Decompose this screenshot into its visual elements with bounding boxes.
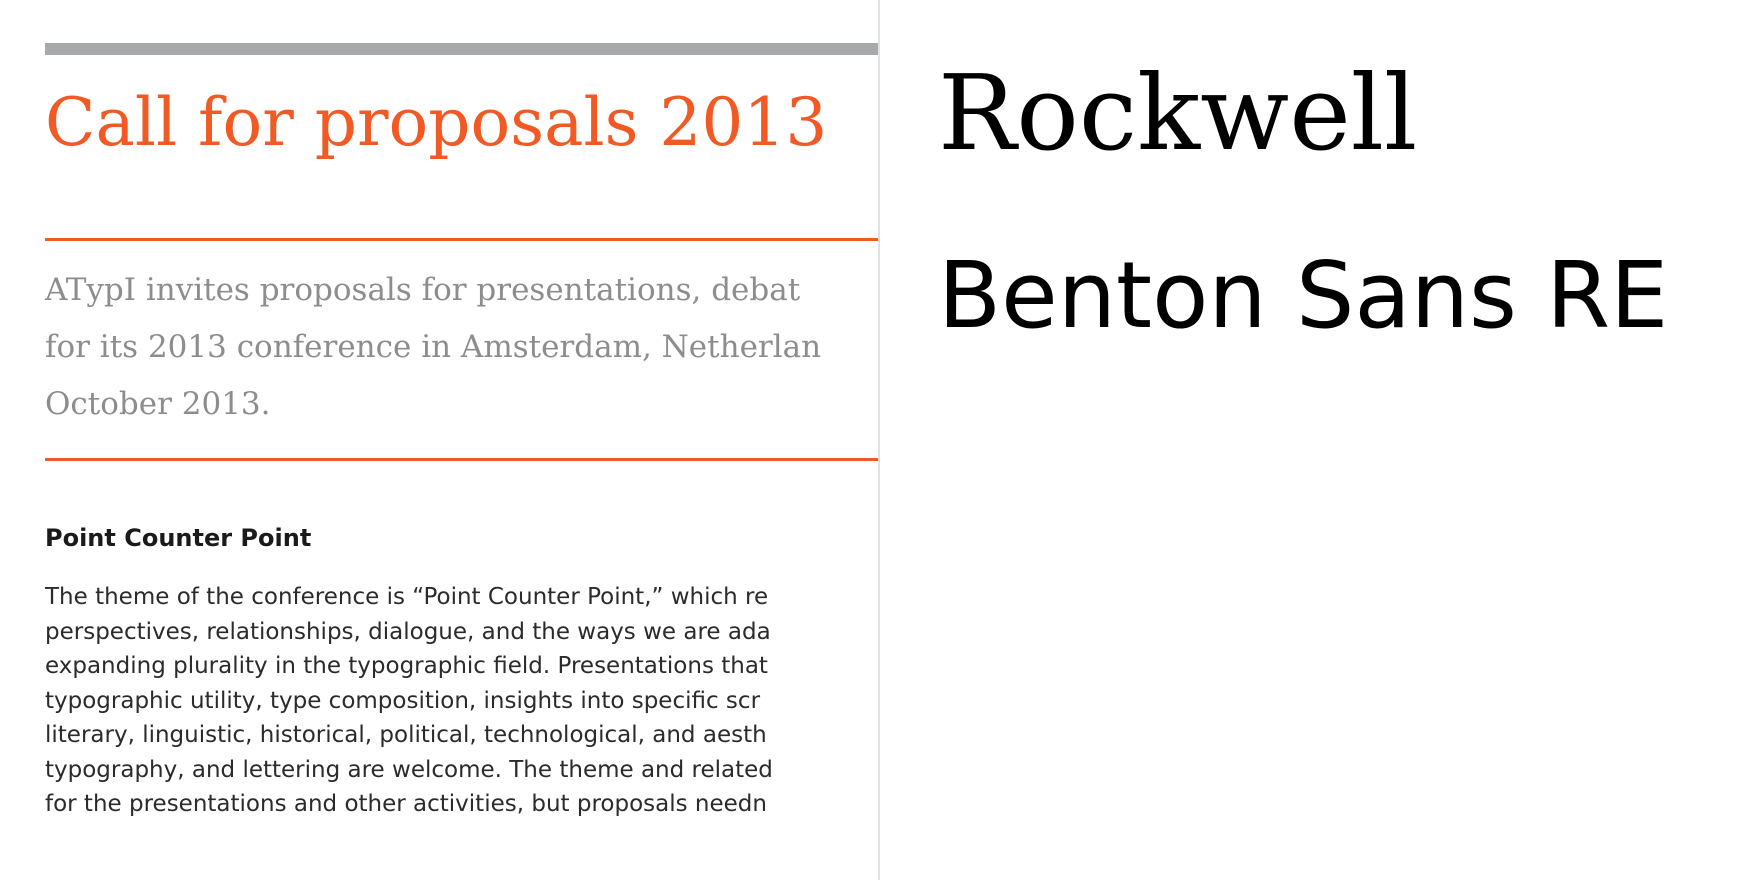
orange-divider-top	[45, 238, 880, 241]
document-title: Call for proposals 2013	[45, 84, 828, 161]
body-line: expanding plurality in the typographic field. Presentations that	[45, 653, 768, 679]
section-heading: Point Counter Point	[45, 524, 312, 552]
body-line: perspectives, relationships, dialogue, and the ways we are ada	[45, 618, 771, 645]
body-line: for the presentations and other activities, but proposals needn	[45, 791, 767, 817]
body-line: literary, linguistic, historical, political, technological, and aesth	[45, 722, 767, 748]
body-line: typography, and lettering are welcome. The theme and related	[45, 756, 773, 783]
body-line: The theme of the conference is “Point Counter Point,” which re	[45, 584, 769, 610]
orange-divider-bottom	[45, 458, 880, 461]
intro-line: for its 2013 conference in Amsterdam, Netherlan	[45, 329, 822, 365]
intro-line: October 2013.	[45, 386, 271, 422]
display-font-name: Rockwell	[938, 52, 1418, 174]
body-paragraph	[45, 580, 880, 822]
text-font-name: Benton Sans RE	[938, 242, 1669, 349]
body-line: typographic utility, type composition, insights into specific scr	[45, 687, 761, 714]
intro-line: ATypI invites proposals for presentations, debat	[45, 272, 801, 308]
top-gray-bar	[45, 43, 880, 55]
intro-paragraph	[45, 262, 880, 433]
